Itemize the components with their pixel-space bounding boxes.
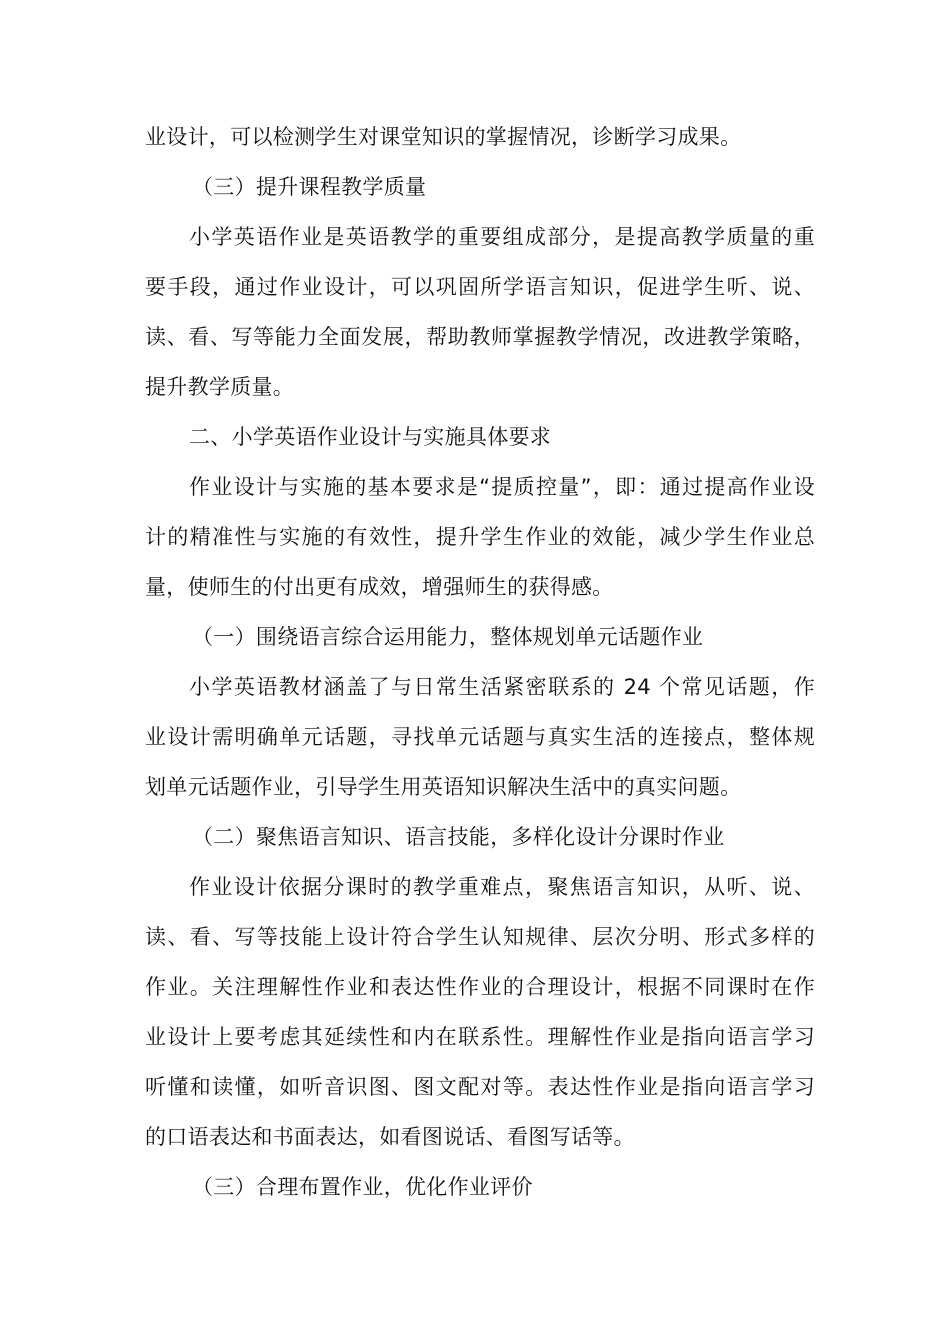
paragraph-line: 读、看、写等能力全面发展，帮助教师掌握教学情况，改进教学策略， [145, 325, 815, 349]
paragraph-line: 作业设计依据分课时的教学重难点，聚焦语言知识，从听、说、 [189, 875, 815, 899]
paragraph-line: 作业设计与实施的基本要求是“提质控量”，即：通过提高作业设 [189, 475, 815, 499]
paragraph-line: 小学英语教材涵盖了与日常生活紧密联系的 24 个常见话题，作 [189, 675, 815, 699]
section-heading: （一）围绕语言综合运用能力，整体规划单元话题作业 [192, 625, 704, 649]
paragraph-line: 读、看、写等技能上设计符合学生认知规律、层次分明、形式多样的 [145, 925, 815, 949]
paragraph-line: 小学英语作业是英语教学的重要组成部分，是提高教学质量的重 [189, 225, 815, 249]
paragraph-line: 的口语表达和书面表达，如看图说话、看图写话等。 [145, 1125, 635, 1149]
paragraph-line: 计的精准性与实施的有效性，提升学生作业的效能，减少学生作业总 [145, 525, 815, 549]
section-heading: （三）提升课程教学质量 [192, 175, 427, 199]
paragraph-line: 作业。关注理解性作业和表达性作业的合理设计，根据不同课时在作 [145, 975, 815, 999]
paragraph-line: 听懂和读懂，如听音识图、图文配对等。表达性作业是指向语言学习 [145, 1075, 815, 1099]
paragraph-line: 划单元话题作业，引导学生用英语知识解决生活中的真实问题。 [145, 775, 742, 799]
paragraph-line: 提升教学质量。 [145, 375, 295, 399]
chapter-heading: 二、小学英语作业设计与实施具体要求 [189, 425, 552, 449]
paragraph-line: 量，使师生的付出更有成效，增强师生的获得感。 [145, 575, 614, 599]
paragraph-line: 业设计上要考虑其延续性和内在联系性。理解性作业是指向语言学习 [145, 1025, 815, 1049]
paragraph-line: 要手段，通过作业设计，可以巩固所学语言知识，促进学生听、说、 [145, 275, 815, 299]
paragraph-line: 业设计需明确单元话题，寻找单元话题与真实生活的连接点，整体规 [145, 725, 815, 749]
section-heading: （三）合理布置作业，优化作业评价 [192, 1175, 533, 1199]
paragraph-line: 业设计，可以检测学生对课堂知识的掌握情况，诊断学习成果。 [145, 125, 742, 149]
section-heading: （二）聚焦语言知识、语言技能，多样化设计分课时作业 [192, 825, 725, 849]
